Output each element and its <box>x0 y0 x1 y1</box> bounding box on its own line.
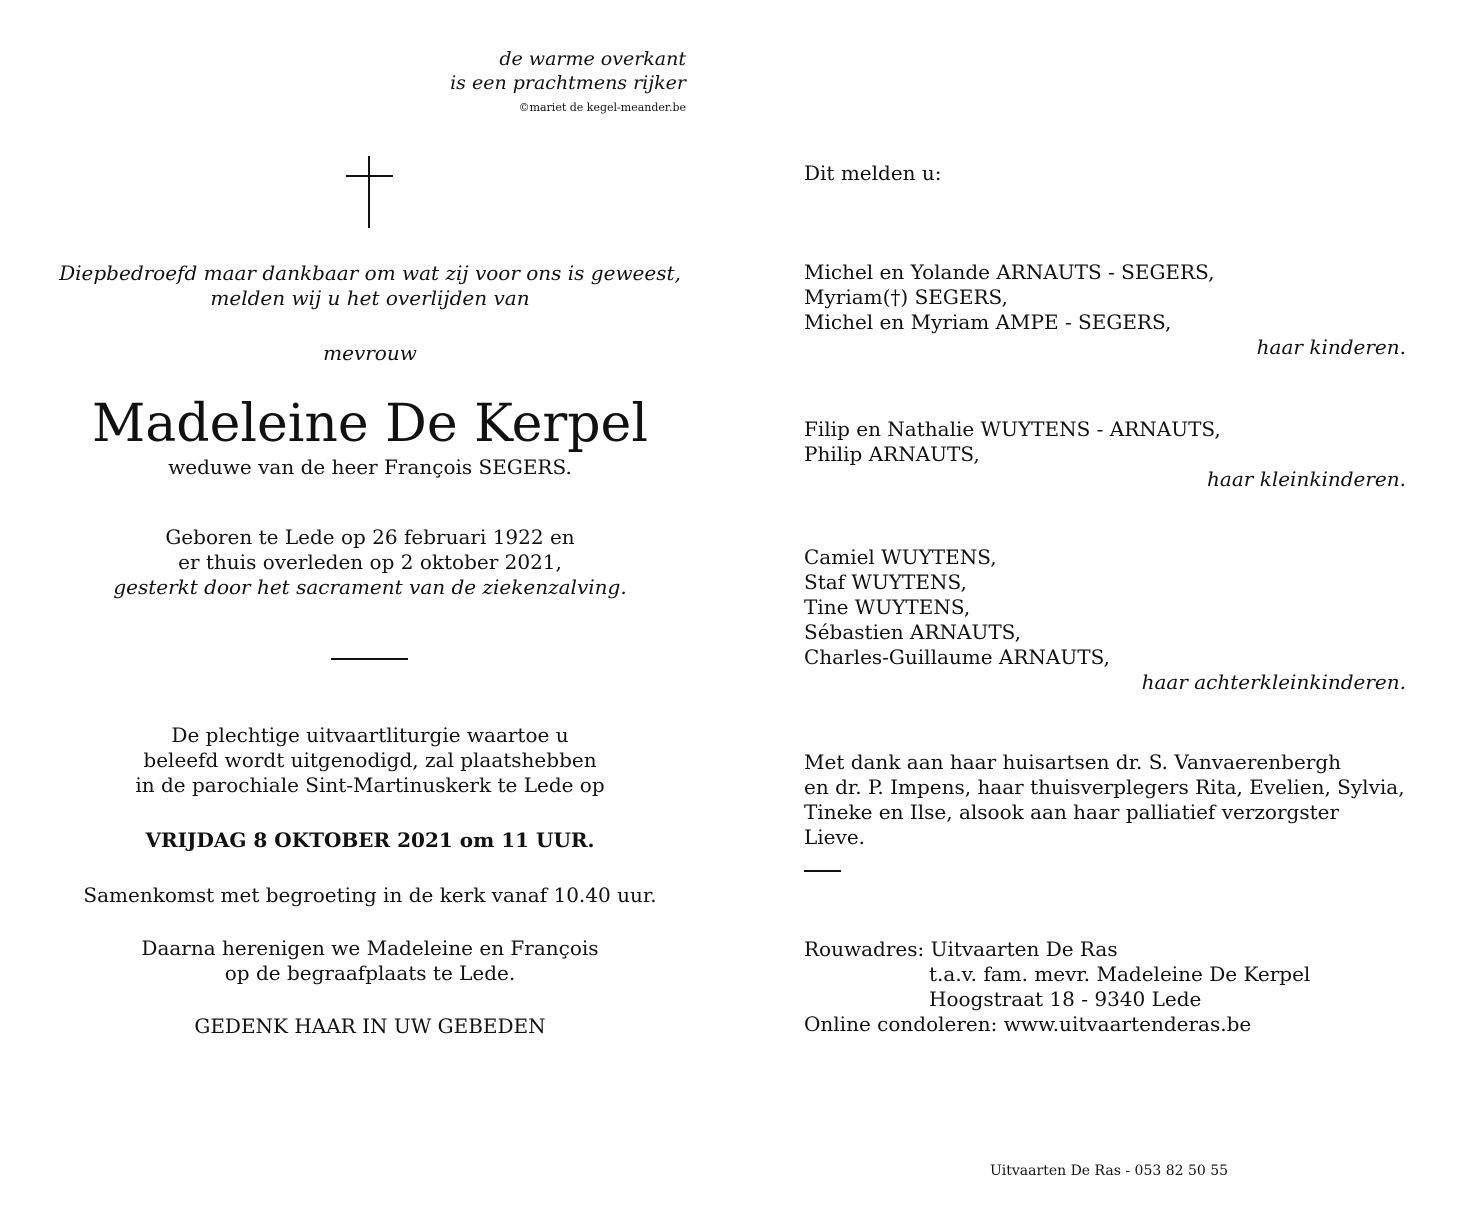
liturgy <box>40 723 700 798</box>
address-line-3: Hoogstraat 18 - 9340 Lede <box>929 987 1202 1011</box>
honorific: mevrouw <box>323 341 417 365</box>
birth-line: Geboren te Lede op 26 februari 1922 en <box>165 525 575 549</box>
quote-line-1: de warme overkant <box>499 48 686 70</box>
death-line: er thuis overleden op 2 oktober 2021, <box>178 550 562 574</box>
intro-line-2: melden wij u het overlijden van <box>210 286 530 310</box>
burial-line-2: op de begraafplaats te Lede. <box>224 961 516 985</box>
short-divider <box>804 870 841 872</box>
list-item: Michel en Yolande ARNAUTS - SEGERS, <box>804 260 1215 284</box>
liturgy-line-2: beleefd wordt uitgenodigd, zal plaatshebben <box>143 748 597 772</box>
announcement: Dit melden u: <box>804 161 942 185</box>
list-item: Sébastien ARNAUTS, <box>804 620 1022 644</box>
gathering: Samenkomst met begroeting in de kerk vanaf 10.40 uur. <box>83 883 657 907</box>
funeral-date: VRIJDAG 8 OKTOBER 2021 om 11 UUR. <box>145 828 595 852</box>
grandchildren-list <box>804 417 1406 492</box>
address-line-2: t.a.v. fam. mevr. Madeleine De Kerpel <box>929 962 1311 986</box>
birth-death <box>40 525 700 600</box>
list-item: Camiel WUYTENS, <box>804 545 997 569</box>
widow-of: weduwe van de heer François SEGERS. <box>168 455 572 479</box>
children-list <box>804 260 1406 360</box>
great-grandchildren-role: haar achterkleinkinderen. <box>1141 670 1406 694</box>
quote-credit: ©mariet de kegel-meander.be <box>518 101 686 114</box>
quote <box>450 47 686 95</box>
list-item: Philip ARNAUTS, <box>804 442 980 466</box>
divider <box>331 658 408 660</box>
list-item: Staf WUYTENS, <box>804 570 967 594</box>
sacrament-line: gesterkt door het sacrament van de ziekenzalving. <box>113 575 627 599</box>
thanks-line-2: en dr. P. Impens, haar thuisverplegers Rita, Evelien, Sylvia, <box>804 775 1405 799</box>
list-item: Tine WUYTENS, <box>804 595 971 619</box>
list-item: Charles-Guillaume ARNAUTS, <box>804 645 1110 669</box>
address-line-1: Rouwadres: Uitvaarten De Ras <box>804 937 1118 961</box>
deceased-name: Madeleine De Kerpel <box>92 394 648 454</box>
intro-line-1: Diepbedroefd maar dankbaar om wat zij voor ons is geweest, <box>59 261 681 285</box>
thanks-line-3: Tineke en Ilse, alsook aan haar palliatief verzorgster Lieve. <box>804 800 1340 849</box>
list-item: Michel en Myriam AMPE - SEGERS, <box>804 310 1172 334</box>
liturgy-line-3: in de parochiale Sint-Martinuskerk te Lede op <box>135 773 605 797</box>
online-condolence[interactable]: Online condoleren: www.uitvaartenderas.be <box>804 1012 1252 1036</box>
footer-contact: Uitvaarten De Ras - 053 82 50 55 <box>990 1163 1229 1179</box>
great-grandchildren-list <box>804 545 1406 695</box>
liturgy-line-1: De plechtige uitvaartliturgie waartoe u <box>171 723 569 747</box>
intro <box>40 261 700 311</box>
thanks-line-1: Met dank aan haar huisartsen dr. S. Vanvaerenbergh <box>804 750 1342 774</box>
quote-line-2: is een prachtmens rijker <box>450 72 686 94</box>
burial <box>40 936 700 986</box>
mourning-address <box>804 937 1406 1037</box>
list-item: Myriam(†) SEGERS, <box>804 285 1008 309</box>
thanks <box>804 750 1406 850</box>
grandchildren-role: haar kleinkinderen. <box>1207 467 1406 491</box>
children-role: haar kinderen. <box>1256 335 1406 359</box>
list-item: Filip en Nathalie WUYTENS - ARNAUTS, <box>804 417 1221 441</box>
prayer-request: GEDENK HAAR IN UW GEBEDEN <box>194 1014 546 1038</box>
burial-line-1: Daarna herenigen we Madeleine en François <box>141 936 599 960</box>
